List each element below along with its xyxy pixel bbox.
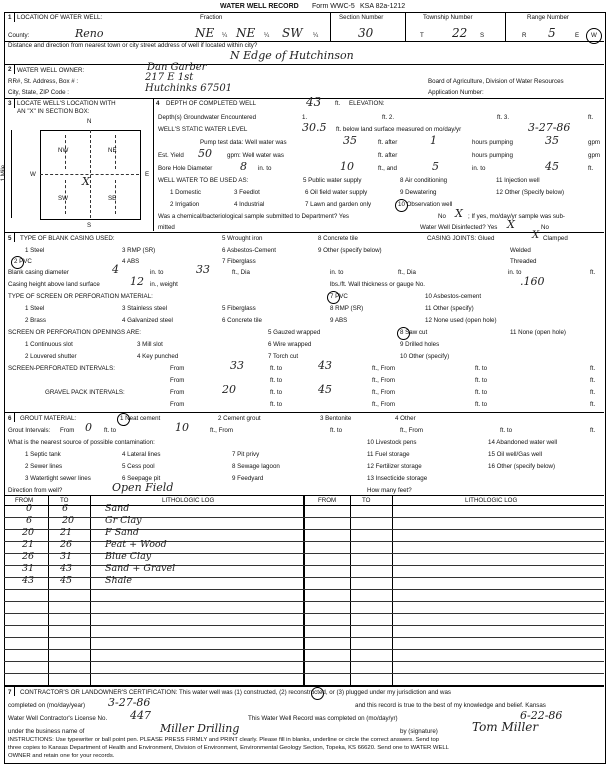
gp-from-2: From bbox=[170, 401, 185, 408]
section-1-number: 1 bbox=[8, 14, 12, 21]
quarter-mark-2: ¼ bbox=[264, 32, 270, 39]
log-rule bbox=[4, 517, 604, 518]
fraction-label: Fraction bbox=[200, 14, 223, 21]
township-value[interactable]: 22 bbox=[452, 26, 468, 40]
open-drilled[interactable]: 9 Drilled holes bbox=[400, 341, 440, 348]
gp-ftc-2: ft., From bbox=[372, 401, 396, 408]
business-value[interactable]: Miller Drilling bbox=[160, 722, 240, 735]
log-desc[interactable]: Blue Clay bbox=[105, 551, 152, 562]
certification-text: CONTRACTOR'S OR LANDOWNER'S CERTIFICATION: This water well was (1) constructed, (2) reconstructed, or (3) plugged under my jurisdiction and was bbox=[20, 689, 452, 696]
license-label: Water Well Contractor's License No. bbox=[8, 715, 108, 722]
depth-label: DEPTH OF COMPLETED WELL bbox=[166, 100, 257, 107]
src-sewer[interactable]: 2 Sewer lines bbox=[25, 463, 63, 470]
locate-title-2: AN "X" IN SECTION BOX: bbox=[17, 108, 90, 115]
yield-gpm: gpm bbox=[588, 152, 601, 159]
casing-fiberglass[interactable]: 7 Fiberglass bbox=[222, 258, 256, 265]
casing-pvc[interactable]: 2 PVC bbox=[14, 258, 32, 265]
log-rule bbox=[4, 589, 604, 590]
disinfected-no: No bbox=[541, 224, 549, 231]
log-rule bbox=[4, 613, 604, 614]
src-lateral[interactable]: 4 Lateral lines bbox=[122, 451, 161, 458]
log-to[interactable]: 31 bbox=[60, 551, 73, 562]
signature-label: by (signature) bbox=[400, 728, 438, 735]
gw-1: 1. bbox=[302, 114, 308, 121]
fraction-q2[interactable]: NE bbox=[236, 26, 256, 40]
dia-ft: ft., Dia bbox=[398, 269, 416, 276]
pump-value[interactable]: 35 bbox=[343, 134, 357, 147]
dia-in: in. to bbox=[330, 269, 344, 276]
chem-no: No bbox=[438, 213, 446, 220]
township-prefix: T bbox=[420, 32, 424, 39]
quadrant-nw: NW bbox=[58, 147, 69, 154]
use-label: WELL WATER TO BE USED AS: bbox=[158, 177, 249, 184]
casing-other[interactable]: 9 Other (specify below) bbox=[318, 247, 382, 254]
casing-rmp[interactable]: 3 RMP (SR) bbox=[122, 247, 156, 254]
gp-from-1: From bbox=[170, 389, 185, 396]
spi-from-1: From bbox=[170, 365, 185, 372]
grout-title: GROUT MATERIAL: bbox=[20, 415, 77, 422]
log-from[interactable]: 31 bbox=[22, 563, 35, 574]
open-gauzed[interactable]: 5 Gauzed wrapped bbox=[268, 329, 321, 336]
screen-stainless[interactable]: 3 Stainless steel bbox=[122, 305, 168, 312]
src-abandoned[interactable]: 14 Abandoned water well bbox=[488, 439, 558, 446]
business-label: under the business name of bbox=[8, 728, 85, 735]
township-number-label: Township Number bbox=[423, 14, 473, 21]
constructed-circle bbox=[311, 687, 324, 700]
ksa-number: KSA 82a-1212 bbox=[360, 3, 406, 10]
spi-to-1b: ft. to bbox=[475, 365, 488, 372]
src-sewage[interactable]: 8 Sewage lagoon bbox=[232, 463, 280, 470]
grout-intervals-label: Grout Intervals: bbox=[8, 427, 51, 434]
owner-label: WATER WELL OWNER: bbox=[17, 67, 85, 74]
use-domestic[interactable]: 1 Domestic bbox=[170, 189, 201, 196]
bore2-ft: ft. bbox=[588, 165, 594, 172]
screen-none[interactable]: 12 None used (open hole) bbox=[425, 317, 497, 324]
quadrant-sw: SW bbox=[58, 195, 68, 202]
src-insecticide[interactable]: 13 Insecticide storage bbox=[367, 475, 428, 482]
record-label: This Water Well Record was completed on (mo/day/yr) bbox=[248, 715, 398, 722]
use-public[interactable]: 5 Public water supply bbox=[303, 177, 362, 184]
screen-rmp[interactable]: 8 RMP (SR) bbox=[330, 305, 364, 312]
gp-ftc-1: ft., From bbox=[372, 389, 396, 396]
use-injection[interactable]: 11 Injection well bbox=[496, 177, 540, 184]
gp-to-2: ft. to bbox=[270, 401, 283, 408]
compass-s: S bbox=[87, 222, 92, 229]
board-label: Board of Agriculture, Division of Water Resources bbox=[428, 78, 564, 85]
log-litho-header: LITHOLOGIC LOG bbox=[162, 497, 215, 504]
static-date[interactable]: 3-27-86 bbox=[528, 121, 571, 134]
use-dewatering[interactable]: 9 Dewatering bbox=[400, 189, 437, 196]
yield-after: ft. after bbox=[378, 152, 398, 159]
range-e[interactable]: E bbox=[575, 32, 580, 39]
use-observation-circle bbox=[395, 199, 408, 212]
well-location-mark[interactable]: X bbox=[82, 175, 90, 188]
address-label: RR#, St. Address, Box # : bbox=[8, 78, 79, 85]
use-oilfield[interactable]: 6 Oil field water supply bbox=[305, 189, 368, 196]
county-label: County: bbox=[8, 32, 30, 39]
log-to[interactable]: 6 bbox=[62, 503, 69, 514]
log-from[interactable]: 20 bbox=[22, 527, 35, 538]
casing-abs[interactable]: 4 ABS bbox=[122, 258, 140, 265]
depth-ft: ft. bbox=[335, 100, 341, 107]
section-7-number: 7 bbox=[8, 689, 12, 696]
fraction-q3[interactable]: SW bbox=[282, 26, 303, 40]
grout-bentonite[interactable]: 3 Bentonite bbox=[320, 415, 352, 422]
gw-2: ft. 2. bbox=[382, 114, 395, 121]
quadrant-ne: NE bbox=[108, 147, 117, 154]
pump-hours[interactable]: 1 bbox=[430, 134, 437, 147]
open-other[interactable]: 10 Other (specify) bbox=[400, 353, 450, 360]
disinfected-label: Water Well Disinfected? Yes bbox=[420, 224, 498, 231]
completed-label: completed on (mo/day/year) bbox=[8, 702, 86, 709]
height-label: Casing height above land surface bbox=[8, 281, 100, 288]
log-desc[interactable]: Shale bbox=[105, 575, 132, 586]
diameter-ft: ft., Dia bbox=[232, 269, 250, 276]
use-air[interactable]: 8 Air conditioning bbox=[400, 177, 448, 184]
howmany-label: How many feet? bbox=[367, 487, 412, 494]
bore-ft: ft., and bbox=[378, 165, 397, 172]
src-pit[interactable]: 7 Pit privy bbox=[232, 451, 260, 458]
range-w[interactable]: W bbox=[591, 32, 597, 39]
screen-concrete[interactable]: 6 Concrete tile bbox=[222, 317, 262, 324]
diameter-value[interactable]: 4 bbox=[112, 263, 119, 276]
quadrant-se: SE bbox=[108, 195, 117, 202]
use-industrial[interactable]: 4 Industrial bbox=[234, 201, 265, 208]
signature[interactable]: Tom Miller bbox=[472, 720, 539, 734]
log-from-header: FROM bbox=[15, 497, 34, 504]
true-text: and this record is true to the best of my knowledge and belief. Kansas bbox=[355, 702, 546, 709]
screen-asbestos[interactable]: 10 Asbestos-cement bbox=[425, 293, 482, 300]
src-watertight[interactable]: 3 Watertight sewer lines bbox=[25, 475, 91, 482]
log-desc[interactable]: Peat + Wood bbox=[105, 539, 167, 550]
section-number-label: Section Number bbox=[339, 14, 384, 21]
height-in: in., weight bbox=[150, 281, 178, 288]
bore-value[interactable]: 8 bbox=[240, 160, 247, 173]
grout-ft-2: ft., From bbox=[400, 427, 424, 434]
src-other[interactable]: 16 Other (specify below) bbox=[488, 463, 556, 470]
src-fuel[interactable]: 11 Fuel storage bbox=[367, 451, 410, 458]
bore-label: Bore Hole Diameter bbox=[158, 165, 213, 172]
open-torch[interactable]: 7 Torch cut bbox=[268, 353, 299, 360]
section-5-number: 5 bbox=[8, 235, 12, 242]
spi-to-1: ft. to bbox=[270, 365, 283, 372]
dia-in2: in. to bbox=[508, 269, 522, 276]
gp-to-2b: ft. to bbox=[475, 401, 488, 408]
joints-threaded[interactable]: Threaded bbox=[510, 258, 537, 265]
log-to[interactable]: 26 bbox=[60, 539, 73, 550]
use-other[interactable]: 12 Other (Specify below) bbox=[496, 189, 565, 196]
pump-hours-label: hours pumping bbox=[472, 139, 513, 146]
spi-from-2: From bbox=[170, 377, 185, 384]
src-livestock[interactable]: 10 Livestock pens bbox=[367, 439, 417, 446]
chem-tail: ; If yes, mo/day/yr sample was sub- bbox=[468, 213, 565, 220]
yield-value[interactable]: 50 bbox=[198, 147, 212, 160]
gp-1b[interactable]: 45 bbox=[318, 383, 332, 396]
diameter-to[interactable]: 33 bbox=[196, 263, 210, 276]
completed-value[interactable]: 3-27-86 bbox=[108, 696, 151, 709]
compass-n: N bbox=[87, 118, 92, 125]
log-rule bbox=[4, 637, 604, 638]
log-rule bbox=[4, 529, 604, 530]
src-fertilizer[interactable]: 12 Fertilizer storage bbox=[367, 463, 422, 470]
disinfected-yes-mark[interactable]: X bbox=[507, 218, 515, 231]
screen-pvc-circle bbox=[327, 291, 340, 304]
src-cess[interactable]: 5 Cess pool bbox=[122, 463, 155, 470]
log-from[interactable]: 6 bbox=[26, 515, 33, 526]
compass-e: E bbox=[145, 171, 150, 178]
use-irrigation[interactable]: 2 Irrigation bbox=[170, 201, 200, 208]
section-2-number: 2 bbox=[8, 66, 12, 73]
log-litho-header-2: LITHOLOGIC LOG bbox=[465, 497, 518, 504]
instructions-1: INSTRUCTIONS: Use typewriter or ball point pen. PLEASE PRESS FIRMLY and PRINT clearly. Please fill in blanks, underline or circle the correct answers. Send top bbox=[8, 737, 440, 743]
form-number: Form WWC-5 bbox=[312, 3, 355, 10]
city-value[interactable]: Hutchinks 67501 bbox=[145, 83, 233, 94]
owner-value[interactable]: Dan Garber bbox=[147, 62, 207, 73]
diameter-in: in. to bbox=[150, 269, 164, 276]
open-sawcut-circle bbox=[397, 327, 410, 340]
fraction-q1[interactable]: NE bbox=[195, 26, 215, 40]
log-to[interactable]: 43 bbox=[60, 563, 73, 574]
static-label: WELL'S STATIC WATER LEVEL bbox=[158, 126, 248, 133]
log-from[interactable]: 0 bbox=[26, 503, 33, 514]
grout-to: ft. to bbox=[104, 427, 117, 434]
log-rule bbox=[4, 601, 604, 602]
log-to-header-2: TO bbox=[362, 497, 371, 504]
log-rule bbox=[4, 649, 604, 650]
chem-no-mark[interactable]: X bbox=[455, 207, 463, 220]
address-value[interactable]: 217 E 1st bbox=[145, 72, 194, 83]
grout-to-3: ft. to bbox=[500, 427, 513, 434]
instructions-3: OWNER and retain one for your records. bbox=[8, 753, 115, 759]
screen-fiberglass[interactable]: 5 Fiberglass bbox=[222, 305, 256, 312]
diameter-label: Blank casing diameter bbox=[8, 269, 69, 276]
static-mid: ft. below land surface measured on mo/day/yr bbox=[336, 126, 462, 133]
direction-label: Direction from well? bbox=[8, 487, 63, 494]
gw-ft: ft. bbox=[588, 114, 594, 121]
spi-label: SCREEN-PERFORATED INTERVALS: bbox=[8, 365, 115, 372]
pump-label: Pump test data: Well water was bbox=[200, 139, 287, 146]
pump-gpm-label: gpm bbox=[588, 139, 601, 146]
mile-label: 1 Mile bbox=[0, 164, 8, 182]
joints-label: CASING JOINTS: Glued bbox=[427, 235, 495, 242]
section-number-value[interactable]: 30 bbox=[358, 26, 374, 40]
spi-1a[interactable]: 33 bbox=[230, 359, 244, 372]
open-mill[interactable]: 3 Mill slot bbox=[137, 341, 163, 348]
src-seepage[interactable]: 6 Seepage pit bbox=[122, 475, 161, 482]
log-rule bbox=[4, 661, 604, 662]
spi-end-1: ft. bbox=[590, 365, 596, 372]
log-to-header: TO bbox=[60, 497, 69, 504]
casing-concrete[interactable]: 8 Concrete tile bbox=[318, 235, 358, 242]
open-wire[interactable]: 6 Wire wrapped bbox=[268, 341, 312, 348]
bore-in: in. to bbox=[258, 165, 272, 172]
gp-end-1: ft. bbox=[590, 389, 596, 396]
grout-from-value[interactable]: 0 bbox=[85, 421, 92, 434]
screen-title: TYPE OF SCREEN OR PERFORATION MATERIAL: bbox=[8, 293, 153, 300]
range-value[interactable]: 5 bbox=[548, 26, 556, 40]
gp-to-1b: ft. to bbox=[475, 389, 488, 396]
log-desc[interactable]: Sand bbox=[105, 503, 130, 514]
static-value[interactable]: 30.5 bbox=[302, 121, 327, 134]
gp-label: GRAVEL PACK INTERVALS: bbox=[45, 389, 125, 396]
grout-neat-circle bbox=[117, 413, 130, 426]
openings-title: SCREEN OR PERFORATION OPENINGS ARE: bbox=[8, 329, 141, 336]
grout-cement[interactable]: 2 Cement grout bbox=[218, 415, 261, 422]
chem-label: Was a chemical/bacteriological sample submitted to Department? Yes bbox=[158, 213, 349, 220]
direction-value[interactable]: Open Field bbox=[112, 481, 174, 494]
gauge-value[interactable]: .160 bbox=[520, 275, 545, 288]
record-value[interactable]: 6-22-86 bbox=[520, 709, 563, 722]
screen-abs[interactable]: 9 ABS bbox=[330, 317, 348, 324]
src-oilwell[interactable]: 15 Oil well/Gas well bbox=[488, 451, 542, 458]
log-to[interactable]: 21 bbox=[60, 527, 73, 538]
elevation-label: ELEVATION: bbox=[349, 100, 385, 107]
log-from[interactable]: 26 bbox=[22, 551, 35, 562]
log-from[interactable]: 43 bbox=[22, 575, 35, 586]
grout-end: ft. bbox=[590, 427, 596, 434]
log-rule bbox=[4, 541, 604, 542]
src-feedyard[interactable]: 9 Feedyard bbox=[232, 475, 264, 482]
range-number-label: Range Number bbox=[527, 14, 569, 21]
bore2-value[interactable]: 5 bbox=[432, 160, 439, 173]
grout-to-2: ft. to bbox=[330, 427, 343, 434]
application-number-label: Application Number: bbox=[428, 89, 484, 96]
form-title: WATER WELL RECORD bbox=[220, 3, 299, 10]
dia-ft2: ft. bbox=[590, 269, 596, 276]
spi-to-2b: ft. to bbox=[475, 377, 488, 384]
location-title: LOCATION OF WATER WELL: bbox=[17, 14, 103, 21]
township-suffix: S bbox=[480, 32, 485, 39]
bore2-in: in. to bbox=[472, 165, 486, 172]
log-desc[interactable]: F Sand bbox=[105, 527, 139, 538]
yield-unit: gpm: Well water was bbox=[227, 152, 284, 159]
grout-ft: ft., From bbox=[210, 427, 234, 434]
instructions-2: three copies to Kansas Department of Health and Environment, Division of Environment, Environmental Geology Section, Topeka, KS 66620. Send one to WATER WELL bbox=[8, 745, 449, 751]
section-3-number: 3 bbox=[8, 100, 12, 107]
quarter-mark-1: ¼ bbox=[222, 32, 228, 39]
casing-steel[interactable]: 1 Steel bbox=[25, 247, 45, 254]
screen-steel[interactable]: 1 Steel bbox=[25, 305, 45, 312]
casing-asbestos[interactable]: 6 Asbestos-Cement bbox=[222, 247, 276, 254]
gp-end-2: ft. bbox=[590, 401, 596, 408]
mitted: mitted bbox=[158, 224, 175, 231]
range-prefix: R bbox=[522, 32, 527, 39]
locate-title: LOCATE WELL'S LOCATION WITH bbox=[17, 100, 116, 107]
yield-label: Est. Yield bbox=[158, 152, 184, 159]
open-louvered[interactable]: 2 Louvered shutter bbox=[25, 353, 77, 360]
gw-3: ft. 3. bbox=[497, 114, 510, 121]
bore2-to[interactable]: 45 bbox=[545, 160, 559, 173]
log-desc[interactable]: Gr Clay bbox=[105, 515, 142, 526]
section-4-number: 4 bbox=[156, 100, 160, 107]
use-lawn[interactable]: 7 Lawn and garden only bbox=[305, 201, 372, 208]
open-continuous[interactable]: 1 Continuous slot bbox=[25, 341, 73, 348]
distance-label: Distance and direction from nearest town or city street address of well if located within city? bbox=[8, 42, 258, 49]
log-rule bbox=[4, 625, 604, 626]
open-none[interactable]: 11 None (open hole) bbox=[510, 329, 566, 336]
log-rule bbox=[4, 673, 604, 674]
screen-galvanized[interactable]: 4 Galvanized steel bbox=[122, 317, 173, 324]
spi-to-2: ft. to bbox=[270, 377, 283, 384]
pump-after: ft. after bbox=[378, 139, 398, 146]
open-sawcut[interactable]: 8 Saw cut bbox=[400, 329, 428, 336]
log-rule bbox=[4, 553, 604, 554]
screen-brass[interactable]: 2 Brass bbox=[25, 317, 46, 324]
screen-other[interactable]: 11 Other (specify) bbox=[425, 305, 474, 312]
log-rule bbox=[4, 577, 604, 578]
spi-end-2: ft. bbox=[590, 377, 596, 384]
casing-title: TYPE OF BLANK CASING USED: bbox=[20, 235, 115, 242]
contamination-label: What is the nearest source of possible contamination: bbox=[8, 439, 155, 446]
compass-w: W bbox=[30, 171, 36, 178]
bore-to[interactable]: 10 bbox=[340, 160, 354, 173]
log-desc[interactable]: Sand + Gravel bbox=[105, 563, 176, 574]
quarter-mark-3: ¼ bbox=[313, 32, 319, 39]
depth-value[interactable]: 43 bbox=[306, 95, 322, 109]
spi-ftc-1: ft., From bbox=[372, 365, 396, 372]
joints-glued-mark[interactable]: X bbox=[532, 230, 540, 241]
log-from[interactable]: 21 bbox=[22, 539, 35, 550]
log-from-header-2: FROM bbox=[318, 497, 337, 504]
screen-pvc[interactable]: 7 PVC bbox=[330, 293, 348, 300]
casing-wrought[interactable]: 5 Wrought iron bbox=[222, 235, 263, 242]
open-key[interactable]: 4 Key punched bbox=[137, 353, 179, 360]
distance-value[interactable]: N Edge of Hutchinson bbox=[230, 49, 354, 62]
joints-welded[interactable]: Welded bbox=[510, 247, 531, 254]
use-feedlot[interactable]: 3 Feedlot bbox=[234, 189, 260, 196]
joints-clamped[interactable]: Clamped bbox=[543, 235, 568, 242]
license-value[interactable]: 447 bbox=[130, 709, 151, 722]
grout-other[interactable]: 4 Other bbox=[395, 415, 416, 422]
log-rule bbox=[4, 565, 604, 566]
log-to[interactable]: 20 bbox=[62, 515, 75, 526]
groundwater-label: Depth(s) Groundwater Encountered bbox=[158, 114, 257, 121]
use-observation[interactable]: 10 Observation well bbox=[398, 201, 453, 208]
log-to[interactable]: 45 bbox=[60, 575, 73, 586]
spi-ftc-2: ft., From bbox=[372, 377, 396, 384]
county-value[interactable]: Reno bbox=[75, 27, 104, 40]
height-value[interactable]: 12 bbox=[130, 275, 144, 288]
casing-pvc-circle bbox=[11, 256, 24, 269]
grout-to-value[interactable]: 10 bbox=[175, 421, 189, 434]
lbs-label: lbs./ft. Wall thickness or gauge No. bbox=[330, 281, 426, 288]
gp-to-1: ft. to bbox=[270, 389, 283, 396]
grout-neat[interactable]: 1 Neat cement bbox=[120, 415, 161, 422]
city-label: City, State, ZIP Code : bbox=[8, 89, 69, 96]
src-septic[interactable]: 1 Septic tank bbox=[25, 451, 61, 458]
yield-hours: hours pumping bbox=[472, 152, 513, 159]
pump-gpm[interactable]: 35 bbox=[545, 134, 559, 147]
section-6-number: 6 bbox=[8, 415, 12, 422]
spi-1b[interactable]: 43 bbox=[318, 359, 332, 372]
gp-1a[interactable]: 20 bbox=[222, 383, 236, 396]
grout-from: From bbox=[60, 427, 75, 434]
